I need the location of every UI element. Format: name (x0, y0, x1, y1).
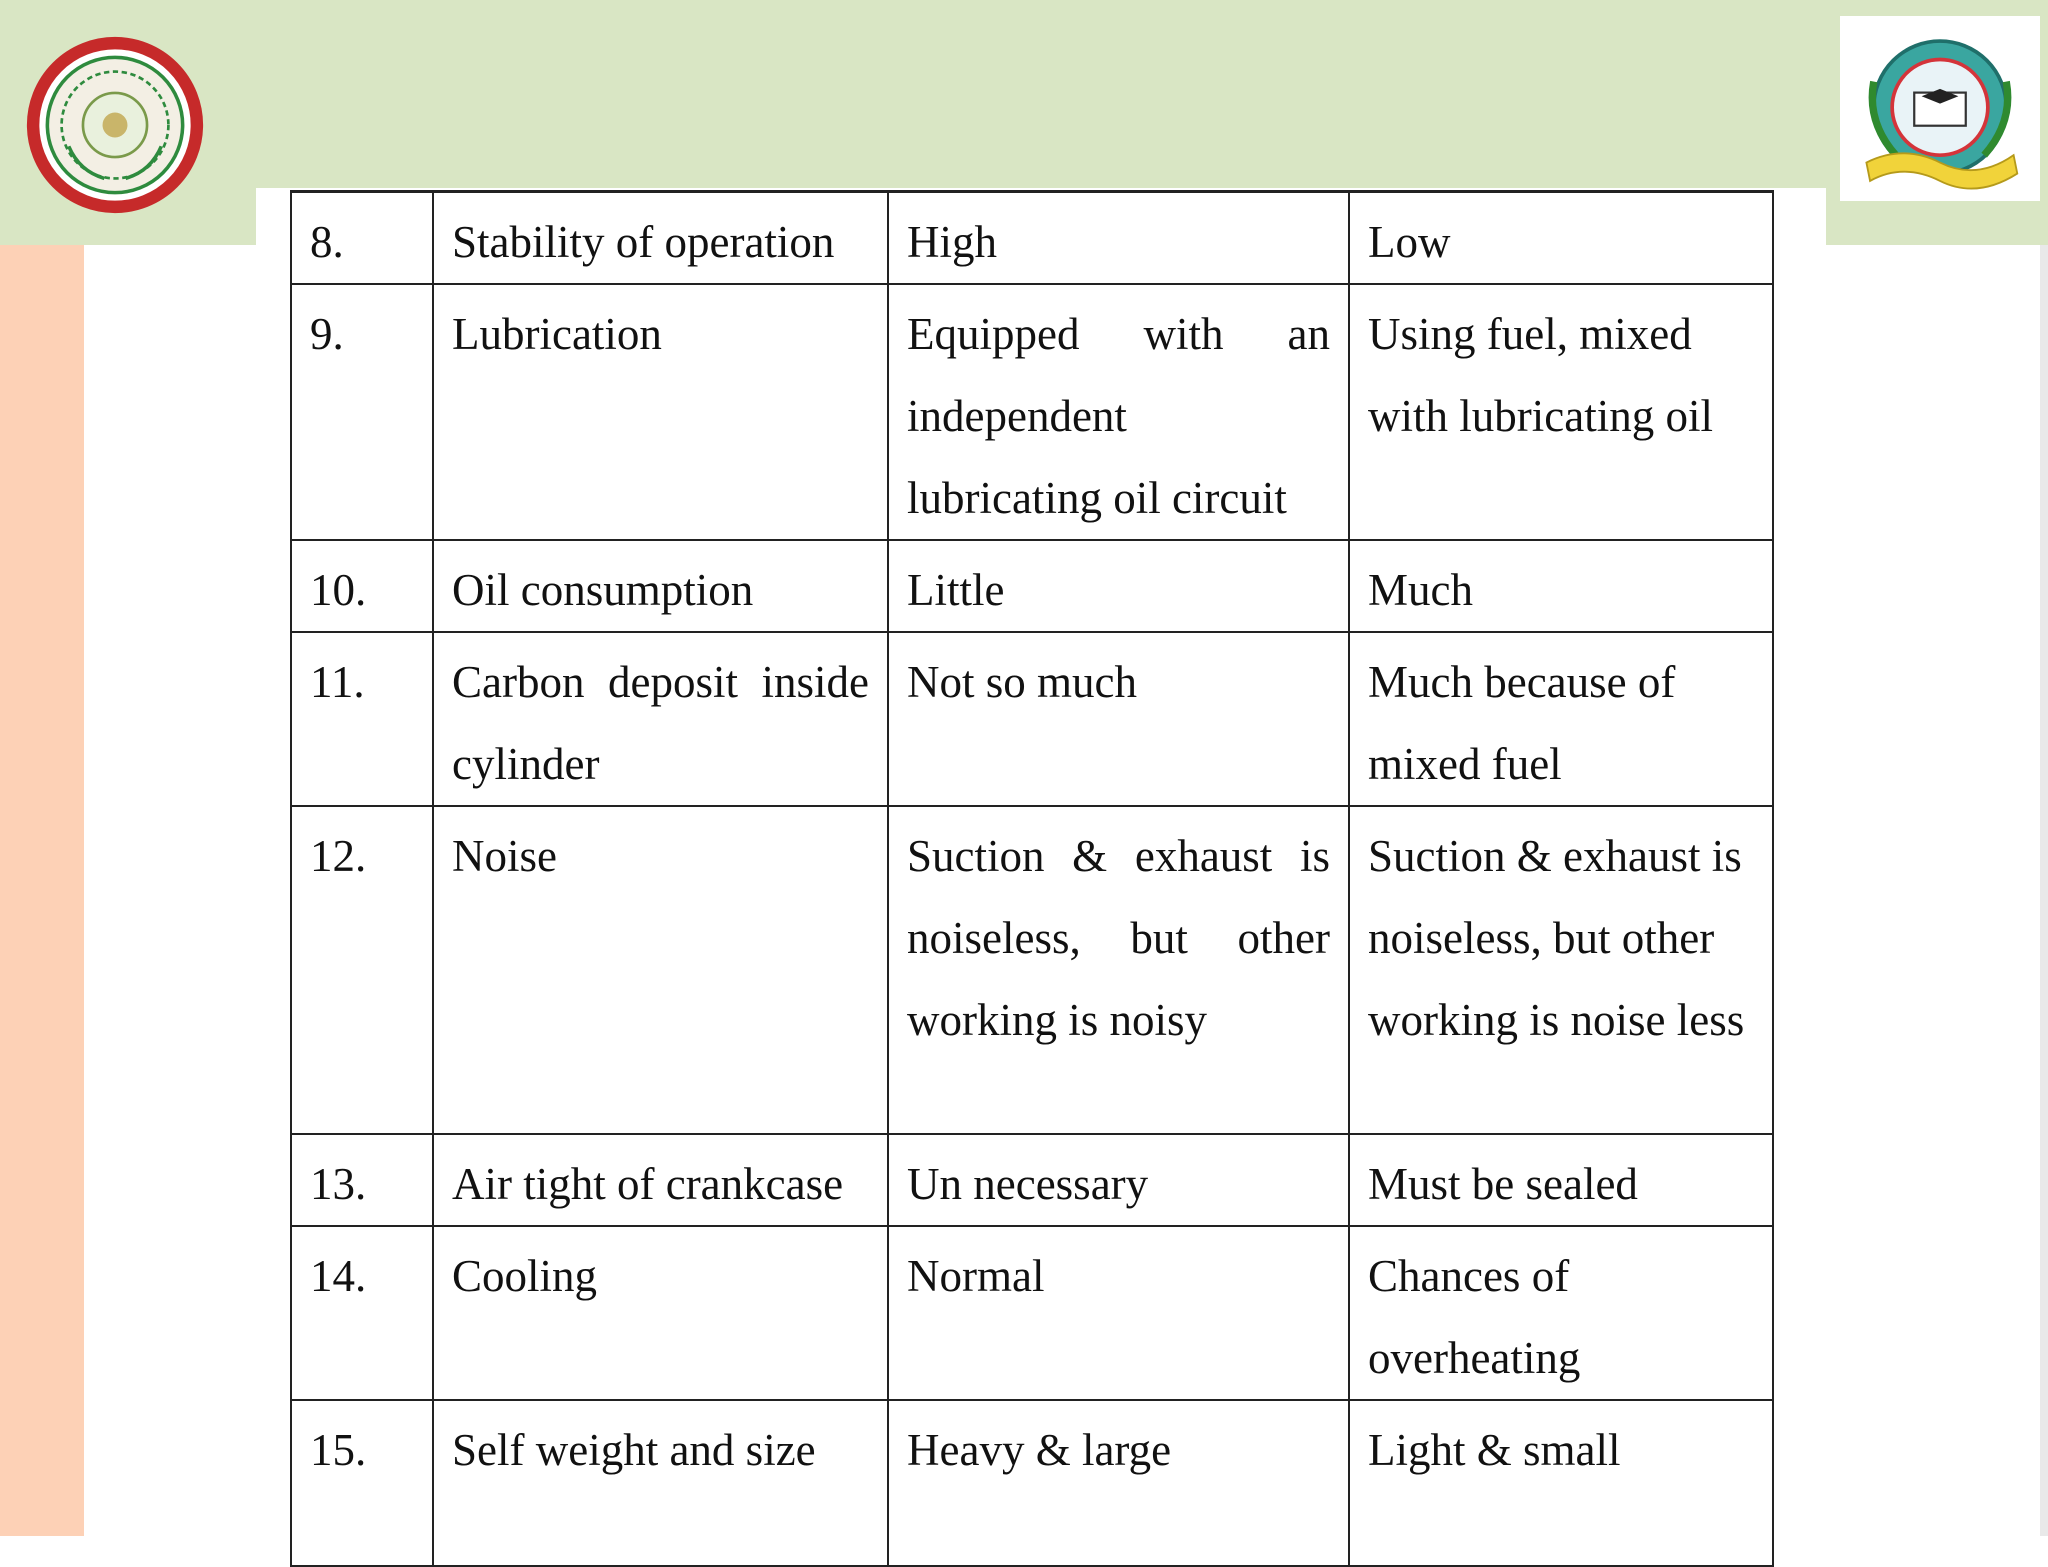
property-cell: Stability of operation (433, 192, 888, 285)
row-number: 12. (291, 806, 433, 1134)
two-stroke-cell: Suction & exhaust is noiseless, but other working is noise less (1349, 806, 1773, 1134)
row-number: 8. (291, 192, 433, 285)
table-row (291, 632, 1773, 806)
table-row (291, 192, 1773, 285)
left-accent-strip (0, 245, 84, 1536)
two-stroke-cell: Must be sealed (1349, 1134, 1773, 1226)
row-number: 9. (291, 284, 433, 540)
four-stroke-cell: Equipped with an independent lubricating oil circuit (888, 284, 1349, 540)
property-cell: Oil consumption (433, 540, 888, 632)
row-number: 10. (291, 540, 433, 632)
table-row (291, 806, 1773, 1134)
table-row (291, 1226, 1773, 1400)
college-crest-logo (1848, 26, 2032, 196)
four-stroke-cell: Normal (888, 1226, 1349, 1400)
university-seal-logo (26, 36, 204, 214)
right-edge-strip (2040, 245, 2048, 1536)
four-stroke-cell: Heavy & large (888, 1400, 1349, 1566)
comparison-table (290, 190, 1774, 1567)
property-cell: Noise (433, 806, 888, 1134)
four-stroke-cell: Little (888, 540, 1349, 632)
two-stroke-cell: Low (1349, 192, 1773, 285)
row-number: 14. (291, 1226, 433, 1400)
property-cell: Carbon deposit inside cylinder (433, 632, 888, 806)
four-stroke-cell: Un necessary (888, 1134, 1349, 1226)
property-cell: Cooling (433, 1226, 888, 1400)
table-row (291, 284, 1773, 540)
two-stroke-cell: Chances of overheating (1349, 1226, 1773, 1400)
property-cell: Air tight of crankcase (433, 1134, 888, 1226)
two-stroke-cell: Much because of mixed fuel (1349, 632, 1773, 806)
four-stroke-cell: Suction & exhaust is noiseless, but other working is noisy (888, 806, 1349, 1134)
property-cell: Lubrication (433, 284, 888, 540)
table-row (291, 1134, 1773, 1226)
property-cell: Self weight and size (433, 1400, 888, 1566)
two-stroke-cell: Using fuel, mixed with lubricating oil (1349, 284, 1773, 540)
table-row (291, 540, 1773, 632)
two-stroke-cell: Light & small (1349, 1400, 1773, 1566)
two-stroke-cell: Much (1349, 540, 1773, 632)
four-stroke-cell: Not so much (888, 632, 1349, 806)
table-row (291, 1400, 1773, 1566)
four-stroke-cell: High (888, 192, 1349, 285)
row-number: 11. (291, 632, 433, 806)
row-number: 13. (291, 1134, 433, 1226)
row-number: 15. (291, 1400, 433, 1566)
